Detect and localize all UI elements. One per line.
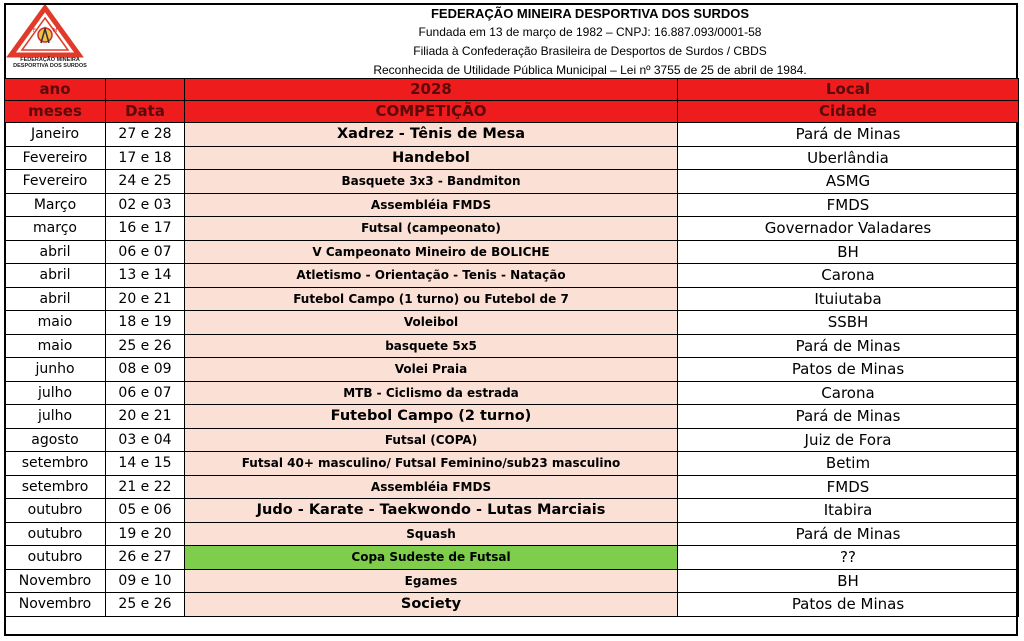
competition-cell: Futsal (campeonato) [185,217,678,241]
competition-cell: Assembléia FMDS [185,475,678,499]
header-line-recognition: Reconhecida de Utilidade Pública Municipal – Lei nº 3755 de 25 de abril de 1984. [373,63,807,77]
city-cell: FMDS [678,475,1019,499]
date-cell: 08 e 09 [106,358,185,382]
calendar-table [4,78,1019,617]
date-cell: 20 e 21 [106,287,185,311]
table-row [5,264,1019,288]
competition-cell: Futebol Campo (1 turno) ou Futebol de 7 [185,287,678,311]
header-cell-competicao: COMPETIÇÃO [185,101,678,123]
document-header [200,4,980,80]
city-cell: BH [678,240,1019,264]
month-cell: Março [5,193,106,217]
competition-cell: Judo - Karate - Taekwondo - Lutas Marciais [185,499,678,523]
date-cell: 06 e 07 [106,381,185,405]
month-cell: Novembro [5,593,106,617]
competition-cell: V Campeonato Mineiro de BOLICHE [185,240,678,264]
date-cell: 24 e 25 [106,170,185,194]
date-cell: 18 e 19 [106,311,185,335]
month-cell: Novembro [5,569,106,593]
header-line-affiliation: Filiada à Confederação Brasileira de Desportos de Surdos / CBDS [413,44,767,58]
competition-cell: Atletismo - Orientação - Tenis - Natação [185,264,678,288]
date-cell: 26 e 27 [106,546,185,570]
date-cell: 05 e 06 [106,499,185,523]
table-row [5,475,1019,499]
month-cell: Fevereiro [5,170,106,194]
header-line-founded: Fundada em 13 de março de 1982 – CNPJ: 16.887.093/0001-58 [418,25,762,39]
city-cell: SSBH [678,311,1019,335]
month-cell: junho [5,358,106,382]
table-row [5,170,1019,194]
month-cell: outubro [5,499,106,523]
table-row [5,428,1019,452]
city-cell: ?? [678,546,1019,570]
table-row [5,123,1019,147]
month-cell: outubro [5,522,106,546]
header-cell-local: Local [678,79,1019,101]
date-cell: 20 e 21 [106,405,185,429]
city-cell: ASMG [678,170,1019,194]
table-row [5,193,1019,217]
header-row-year [5,79,1019,101]
fmds-logo [6,5,87,77]
table-row [5,146,1019,170]
month-cell: setembro [5,452,106,476]
competition-cell: Society [185,593,678,617]
city-cell: FMDS [678,193,1019,217]
competition-cell: basquete 5x5 [185,334,678,358]
city-cell: Governador Valadares [678,217,1019,241]
competition-cell: Handebol [185,146,678,170]
month-cell: setembro [5,475,106,499]
table-row [5,240,1019,264]
competition-cell: Copa Sudeste de Futsal [185,546,678,570]
table-row [5,522,1019,546]
date-cell: 14 e 15 [106,452,185,476]
month-cell: abril [5,287,106,311]
month-cell: maio [5,311,106,335]
date-cell: 02 e 03 [106,193,185,217]
table-row [5,405,1019,429]
header-row-columns [5,101,1019,123]
date-cell: 27 e 28 [106,123,185,147]
date-cell: 19 e 20 [106,522,185,546]
month-cell: julho [5,405,106,429]
header-cell-empty [106,79,185,101]
city-cell: Patos de Minas [678,358,1019,382]
city-cell: Pará de Minas [678,522,1019,546]
header-cell-meses: meses [5,101,106,123]
table-row [5,358,1019,382]
city-cell: Itabira [678,499,1019,523]
city-cell: Uberlândia [678,146,1019,170]
date-cell: 25 e 26 [106,593,185,617]
city-cell: Pará de Minas [678,123,1019,147]
city-cell: Juiz de Fora [678,428,1019,452]
table-row [5,287,1019,311]
month-cell: março [5,217,106,241]
logo-letters-left: F [33,28,36,34]
logo-letters-right: M [53,28,58,34]
header-cell-year: 2028 [185,79,678,101]
city-cell: Carona [678,381,1019,405]
competition-cell: Assembléia FMDS [185,193,678,217]
federation-title: FEDERAÇÃO MINEIRA DESPORTIVA DOS SURDOS [430,6,750,21]
date-cell: 03 e 04 [106,428,185,452]
month-cell: abril [5,264,106,288]
competition-cell: Futsal (COPA) [185,428,678,452]
table-row [5,311,1019,335]
competition-cell: Voleibol [185,311,678,335]
date-cell: 16 e 17 [106,217,185,241]
city-cell: Betim [678,452,1019,476]
month-cell: julho [5,381,106,405]
competition-cell: Xadrez - Tênis de Mesa [185,123,678,147]
table-row [5,569,1019,593]
city-cell: Pará de Minas [678,405,1019,429]
header-cell-cidade: Cidade [678,101,1019,123]
competition-cell: Futebol Campo (2 turno) [185,405,678,429]
month-cell: Fevereiro [5,146,106,170]
table-row [5,452,1019,476]
date-cell: 25 e 26 [106,334,185,358]
date-cell: 13 e 14 [106,264,185,288]
table-row [5,334,1019,358]
city-cell: Carona [678,264,1019,288]
month-cell: maio [5,334,106,358]
table-row [5,381,1019,405]
month-cell: outubro [5,546,106,570]
city-cell: BH [678,569,1019,593]
competition-cell: Egames [185,569,678,593]
city-cell: Patos de Minas [678,593,1019,617]
competition-cell: Basquete 3x3 - Bandmiton [185,170,678,194]
table-row [5,499,1019,523]
logo-caption: FEDERAÇÃO MINEIRA DESPORTIVA DOS SURDOS [13,57,87,69]
table-row [5,593,1019,617]
month-cell: abril [5,240,106,264]
competition-cell: Squash [185,522,678,546]
table-row [5,217,1019,241]
date-cell: 06 e 07 [106,240,185,264]
date-cell: 09 e 10 [106,569,185,593]
competition-cell: Volei Praia [185,358,678,382]
header-cell-ano: ano [5,79,106,101]
month-cell: Janeiro [5,123,106,147]
header-cell-data: Data [106,101,185,123]
table-row [5,546,1019,570]
competition-cell: MTB - Ciclismo da estrada [185,381,678,405]
competition-cell: Futsal 40+ masculino/ Futsal Feminino/sub23 masculino [185,452,678,476]
date-cell: 17 e 18 [106,146,185,170]
city-cell: Ituiutaba [678,287,1019,311]
city-cell: Pará de Minas [678,334,1019,358]
month-cell: agosto [5,428,106,452]
date-cell: 21 e 22 [106,475,185,499]
